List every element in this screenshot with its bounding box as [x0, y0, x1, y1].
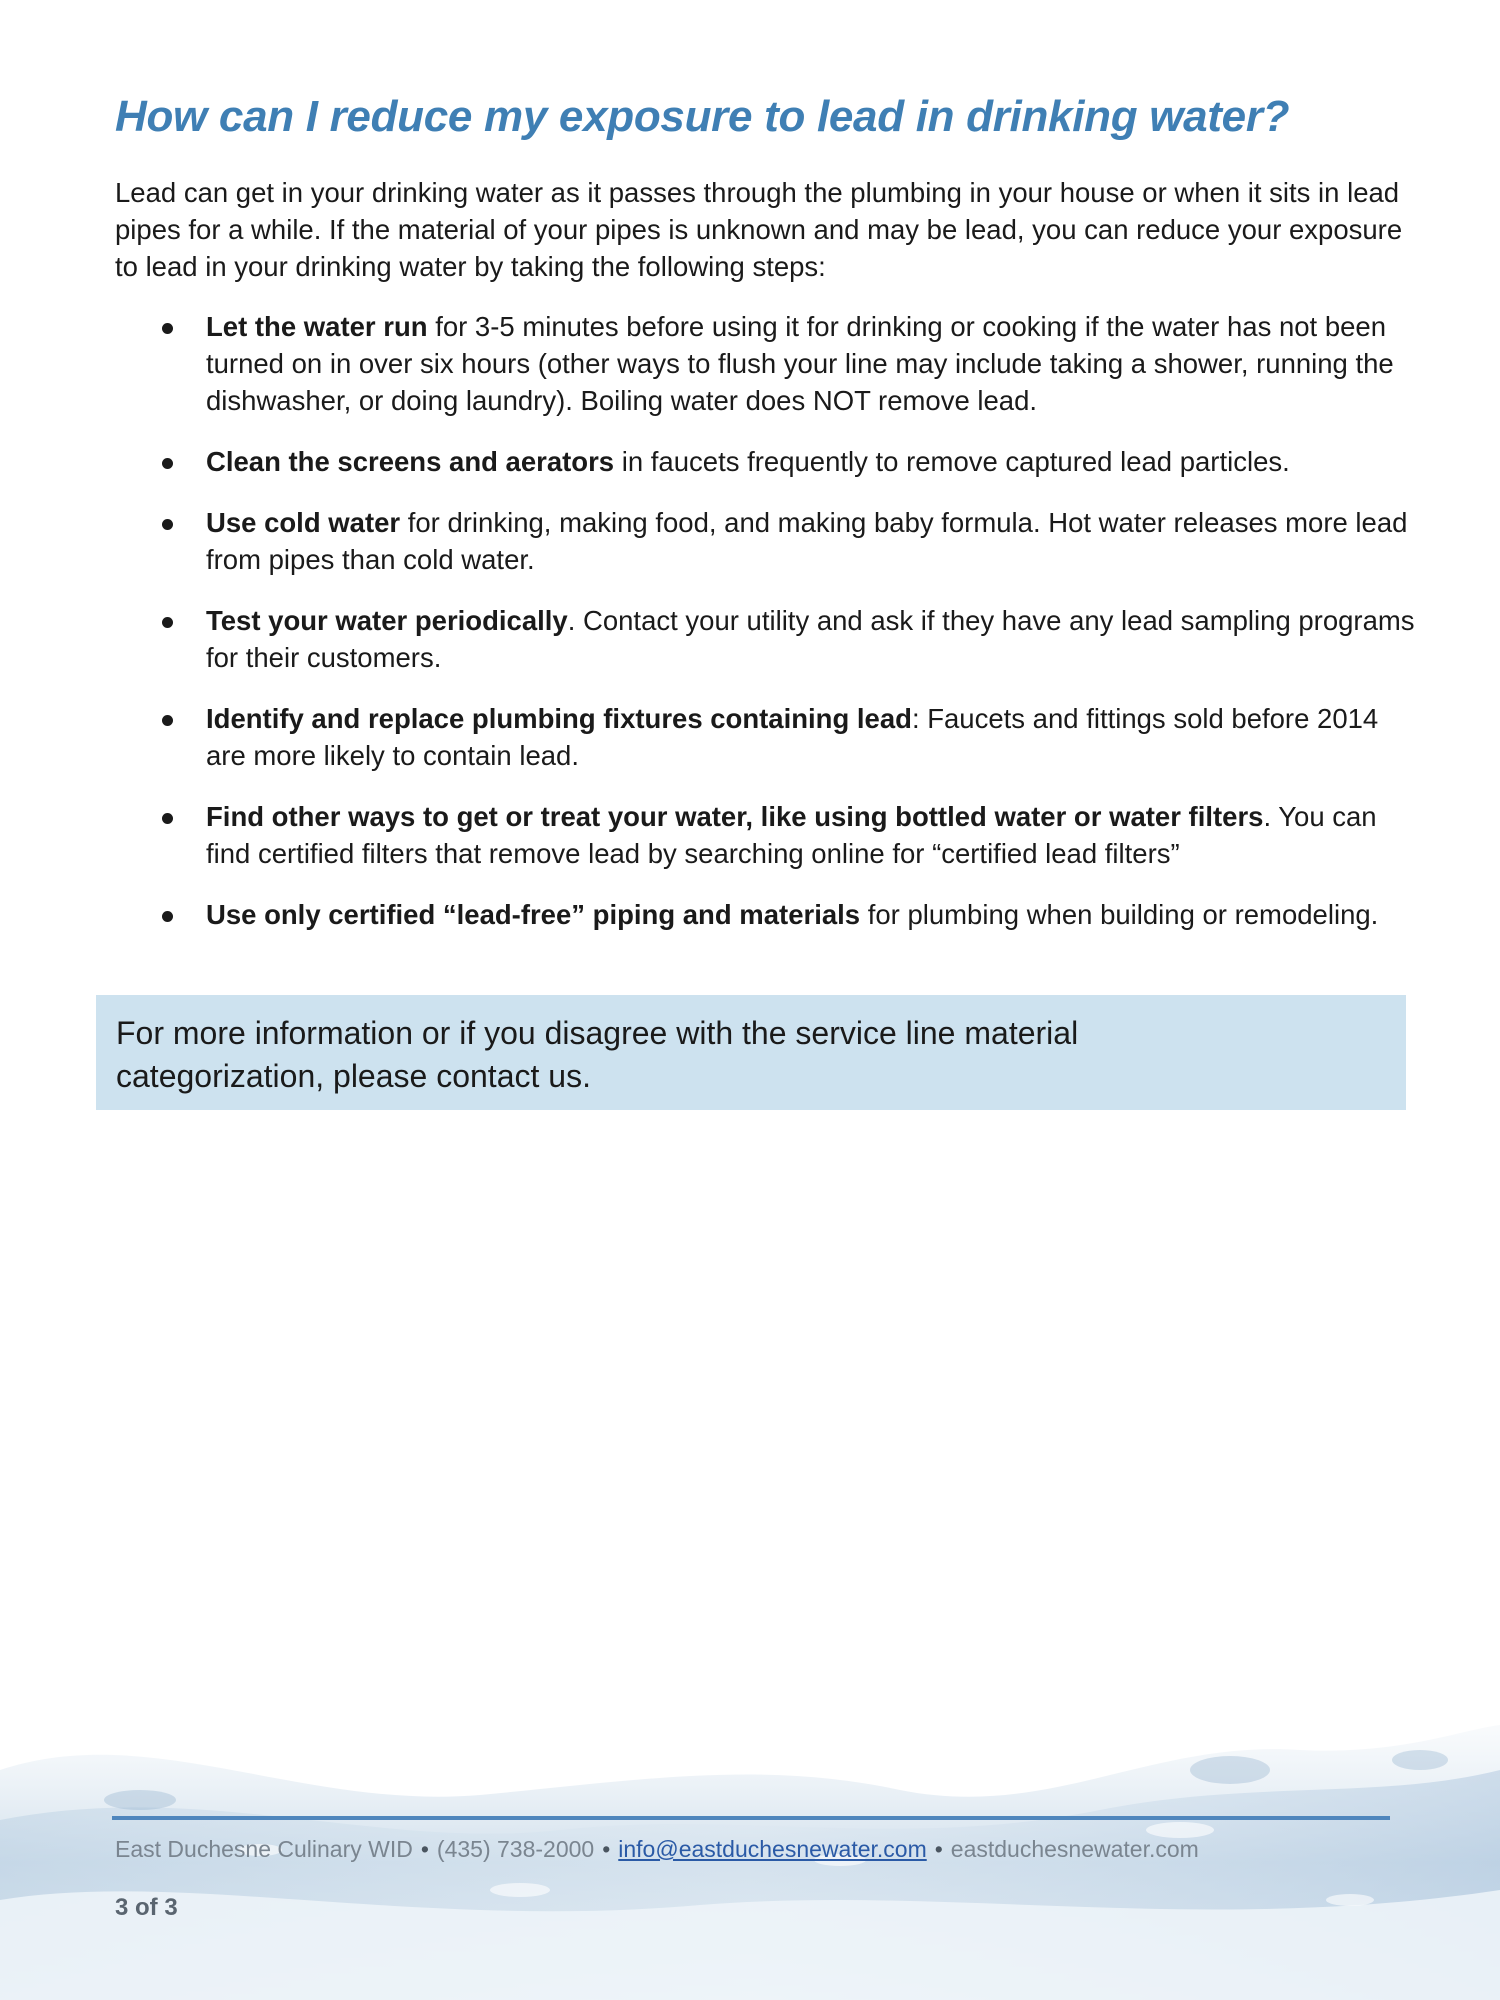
tip-test-water — [115, 602, 1415, 676]
bullet-icon — [162, 715, 173, 726]
footer-org: East Duchesne Culinary WID — [115, 1836, 413, 1862]
tip-text: . Contact your utility and ask if they have any lead sampling programs for their customers. — [206, 605, 1415, 673]
bullet-icon — [162, 323, 173, 334]
separator-dot-icon: • — [602, 1836, 611, 1862]
tip-clean-screens — [115, 443, 1415, 480]
bullet-icon — [162, 458, 173, 469]
tip-replace-fixtures — [115, 700, 1415, 774]
tip-title: Test your water periodically — [206, 605, 568, 636]
separator-dot-icon: • — [420, 1836, 429, 1862]
tip-title: Use cold water — [206, 507, 401, 538]
tip-text: : Faucets and fittings sold before 2014 are more likely to contain lead. — [206, 703, 1379, 771]
tip-text: in faucets frequently to remove captured lead particles. — [614, 446, 1290, 477]
tip-text: for 3-5 minutes before using it for drinking or cooking if the water has not been turned on in over six hours (other ways to flush your line may include taking a shower, running the dishwasher, or doing laundry). Boiling water does NOT remove lead. — [206, 311, 1394, 416]
bullet-icon — [162, 911, 173, 922]
tip-lead-free-piping — [115, 896, 1415, 933]
footer-email-link[interactable]: info@eastduchesnewater.com — [618, 1836, 927, 1862]
callout-text: For more information or if you disagree with the service line material categorization, please contact us. — [116, 1015, 1079, 1094]
tip-title: Identify and replace plumbing fixtures containing lead — [206, 703, 912, 734]
tip-text: . You can find certified filters that remove lead by searching online for “certified lead filters” — [206, 801, 1377, 869]
tips-list — [115, 308, 1415, 957]
page-title: How can I reduce my exposure to lead in drinking water? — [115, 92, 1290, 141]
tip-other-ways — [115, 798, 1415, 872]
tip-text: for plumbing when building or remodeling. — [860, 899, 1379, 930]
tip-title: Let the water run — [206, 311, 428, 342]
bullet-icon — [162, 813, 173, 824]
tip-let-water-run — [115, 308, 1415, 419]
intro-paragraph: Lead can get in your drinking water as it passes through the plumbing in your house or when it sits in lead pipes for a while. If the material of your pipes is unknown and may be lead, you can reduce your exposure to lead in your drinking water by taking the following steps: — [115, 177, 1403, 282]
footer-contact-line — [115, 1836, 1415, 1863]
footer-rule — [112, 1816, 1390, 1820]
bullet-icon — [162, 617, 173, 628]
footer-website: eastduchesnewater.com — [950, 1836, 1199, 1862]
separator-dot-icon: • — [934, 1836, 943, 1862]
contact-callout — [96, 995, 1406, 1110]
tip-cold-water — [115, 504, 1415, 578]
bullet-icon — [162, 519, 173, 530]
tip-text: for drinking, making food, and making baby formula. Hot water releases more lead from pipes than cold water. — [206, 507, 1408, 575]
tip-title: Clean the screens and aerators — [206, 446, 615, 477]
footer-phone: (435) 738-2000 — [436, 1836, 595, 1862]
tip-title: Find other ways to get or treat your water, like using bottled water or water filters — [206, 801, 1264, 832]
tip-title: Use only certified “lead-free” piping and materials — [206, 899, 861, 930]
page-number: 3 of 3 — [115, 1894, 178, 1921]
